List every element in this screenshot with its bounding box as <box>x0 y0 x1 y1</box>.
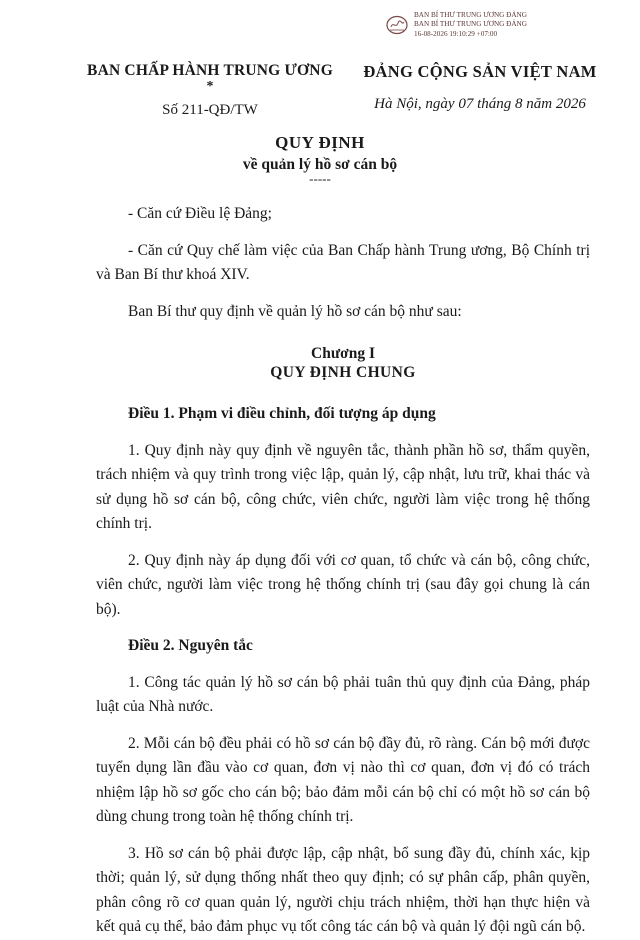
issuer-star: * <box>206 79 214 94</box>
preamble-line: - Căn cứ Quy chế làm việc của Ban Chấp hành Trung ương, Bộ Chính trị và Ban Bí thư khoá XIV. <box>96 241 590 283</box>
signature-seal-icon <box>386 14 408 36</box>
signature-line-1: BAN BÍ THƯ TRUNG ƯƠNG ĐẢNG <box>414 11 527 19</box>
article-heading: Điều 1. Phạm vi điều chỉnh, đối tượng áp dụng <box>128 405 436 422</box>
article-clause: 1. Quy định này quy định về nguyên tắc, thành phần hồ sơ, thẩm quyền, trách nhiệm và quy trình trong việc lập, quản lý, cập nhật, lưu trữ, khai thác và sử dụng hồ sơ cán bộ, công chức, viên chức, người làm việc trong hệ thống chính trị. <box>96 441 590 532</box>
document-subtitle: về quản lý hồ sơ cán bộ <box>242 156 398 173</box>
preamble-line: Ban Bí thư quy định về quản lý hồ sơ cán bộ như sau: <box>128 302 462 320</box>
signature-text <box>414 11 527 39</box>
article-clause: 2. Mỗi cán bộ đều phải có hồ sơ cán bộ đầy đủ, rõ ràng. Cán bộ mới được tuyển dụng lần đầu vào cơ quan, đơn vị nào thì cơ quan, đơn vị đó có trách nhiệm lập hồ sơ gốc cho cán bộ; bảo đảm mỗi cán bộ chỉ có một hồ sơ cán bộ dùng chung trong toàn hệ thống chính trị. <box>96 734 590 825</box>
digital-signature-stamp <box>386 10 586 50</box>
chapter-title: QUY ĐỊNH CHUNG <box>270 364 416 381</box>
header-party <box>350 62 610 113</box>
header-issuer <box>70 62 350 119</box>
article-clause: 2. Quy định này áp dụng đối với cơ quan, tổ chức và cán bộ, công chức, viên chức, người làm việc trong hệ thống chính trị (sau đây gọi chung là cán bộ). <box>96 551 590 618</box>
title-separator: ----- <box>309 171 331 186</box>
issuer-name: BAN CHẤP HÀNH TRUNG ƯƠNG <box>87 62 333 79</box>
article-heading: Điều 2. Nguyên tắc <box>128 637 253 654</box>
article-clause: 3. Hồ sơ cán bộ phải được lập, cập nhật, bổ sung đầy đủ, chính xác, kịp thời; quản lý, sử dụng thống nhất theo quy định; có sự phân cấp, phân quyền, phân công rõ cơ quan quản lý, người chịu trách nhiệm, thời hạn thực hiện và kết quả cụ thể, bảo đảm phục vụ tốt công tác cán bộ và quản lý đội ngũ cán bộ. <box>96 844 590 935</box>
article-clause: 1. Công tác quản lý hồ sơ cán bộ phải tuân thủ quy định của Đảng, pháp luật của Nhà nước. <box>96 673 590 715</box>
preamble-line: - Căn cứ Điều lệ Đảng; <box>128 205 272 222</box>
chapter-number: Chương I <box>311 345 375 362</box>
party-name: ĐẢNG CỘNG SẢN VIỆT NAM <box>363 62 597 81</box>
document-body <box>96 202 590 940</box>
document-number: Số 211-QĐ/TW <box>162 102 258 118</box>
signature-line-2: BAN BÍ THƯ TRUNG ƯƠNG ĐẢNG <box>414 20 527 29</box>
document-date: Hà Nội, ngày 07 tháng 8 năm 2026 <box>374 96 586 112</box>
signature-timestamp: 16-08-2026 19:10:29 +07:00 <box>414 29 498 38</box>
document-title: QUY ĐỊNH <box>275 133 365 152</box>
document-title-block <box>0 133 640 184</box>
